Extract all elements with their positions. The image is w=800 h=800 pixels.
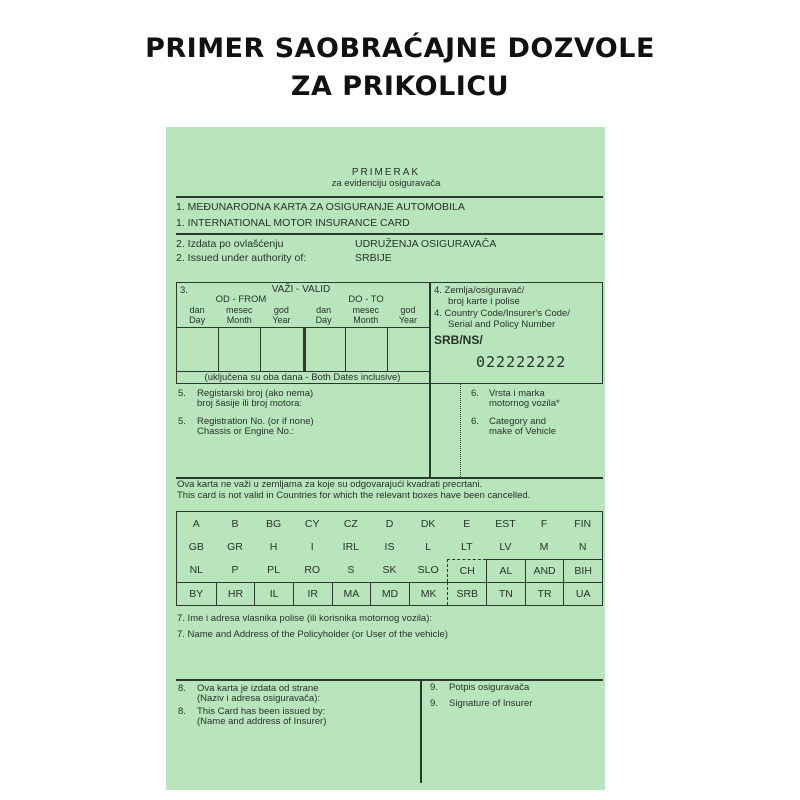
country-box-hr: HR	[216, 582, 255, 605]
from-year-field[interactable]	[260, 328, 302, 371]
country-box-gr: GR	[227, 540, 243, 553]
valid-to-label: DO - TO	[348, 294, 384, 305]
item9-serbian: Potpis osiguravača	[449, 682, 530, 693]
country-box-ir: IR	[293, 582, 332, 605]
divider	[176, 233, 603, 235]
country-box-irl: IRL	[342, 540, 360, 553]
country-box-est: EST	[495, 517, 516, 530]
col-en: Year	[272, 315, 291, 325]
country-box-lv: LV	[499, 540, 512, 553]
country-box-tn: TN	[486, 582, 525, 605]
to-year-field[interactable]	[387, 328, 429, 371]
item6-serbian-1: Vrsta i marka	[489, 388, 545, 399]
item8-number: 8.	[178, 706, 186, 717]
country-box-sk: SK	[382, 564, 397, 577]
item5-serbian-1: Registarski broj (ako nema)	[197, 388, 314, 399]
divider	[429, 384, 431, 477]
item9-number: 9.	[430, 698, 438, 709]
item2-english: 2. Issued under authority of:	[176, 252, 307, 264]
valid-from-label: OD - FROM	[215, 294, 267, 305]
country-box-bih: BIH	[563, 559, 602, 582]
validity-note-english: This card is not valid in Countries for which the relevant boxes have been cancelled.	[177, 490, 531, 501]
col-sr: god	[273, 305, 289, 315]
col-header	[387, 305, 429, 325]
country-box-d: D	[385, 517, 394, 530]
item8-english-1: This Card has been issued by:	[197, 706, 326, 717]
item8-serbian-2: (Naziv i adresa osiguravača):	[197, 693, 321, 704]
country-box-ro: RO	[304, 564, 321, 577]
item6-english-1: Category and	[489, 416, 547, 427]
item4-english-2: Serial and Policy Number	[448, 319, 556, 330]
date-column-headers	[176, 305, 429, 325]
item5-english-2: Chassis or Engine No.:	[197, 426, 295, 437]
country-box-is: IS	[384, 540, 395, 553]
page-heading-line1: PRIMER SAOBRAĆAJNE DOZVOLE	[145, 33, 655, 64]
item4-serbian-2: broj karte i polise	[448, 296, 520, 307]
item1-serbian: 1. MEĐUNARODNA KARTA ZA OSIGURANJE AUTOMOBILA	[176, 201, 465, 213]
item6-serbian-2: motornog vozila*	[489, 398, 560, 409]
divider	[420, 679, 422, 783]
divider-dotted	[460, 384, 461, 477]
to-day-field[interactable]	[303, 328, 345, 371]
country-box-and: AND	[525, 559, 564, 582]
col-sr: mesec	[352, 305, 379, 315]
col-en: Day	[315, 315, 332, 325]
col-en: Year	[398, 315, 417, 325]
country-box-il: IL	[254, 582, 293, 605]
country-box-cy: CY	[304, 517, 320, 530]
country-box-ua: UA	[563, 582, 602, 605]
country-box-dk: DK	[420, 517, 436, 530]
country-grid	[176, 511, 603, 606]
item7-serbian: 7. Ime i adresa vlasnika polise (ili korisnika motornog vozila):	[177, 613, 433, 624]
country-box-bg: BG	[266, 517, 282, 530]
item5-serbian-2: broj šasije ili broj motora:	[197, 398, 303, 409]
validity-title: VAŽI - VALID	[271, 284, 331, 295]
item4-serbian-1: 4. Zemlja/osiguravač/	[434, 285, 525, 296]
country-box-pl: PL	[267, 564, 280, 577]
country-box-i: I	[310, 540, 314, 553]
col-en: Month	[353, 315, 379, 325]
country-box-md: MD	[370, 582, 409, 605]
item3-number: 3.	[180, 285, 188, 296]
policy-prefix: SRB/NS/	[434, 333, 483, 347]
country-box-mk: MK	[409, 582, 448, 605]
item5-number: 5.	[178, 416, 186, 427]
col-sr: dan	[316, 305, 332, 315]
col-header	[218, 305, 260, 325]
insurance-card	[166, 127, 605, 790]
col-header	[303, 305, 345, 325]
col-sr: dan	[189, 305, 205, 315]
validity-note-serbian: Ova karta ne važi u zemljama za koje su odgovarajući kvadrati precrtani.	[177, 479, 483, 490]
item6-english-2: make of Vehicle	[489, 426, 557, 437]
col-sr: god	[400, 305, 416, 315]
item1-english: 1. INTERNATIONAL MOTOR INSURANCE CARD	[176, 217, 410, 229]
country-box-l: L	[425, 540, 432, 553]
country-box-f: F	[540, 517, 548, 530]
col-header	[345, 305, 387, 325]
country-box-nl: NL	[189, 564, 204, 577]
country-box-h: H	[269, 540, 278, 553]
country-box-n: N	[578, 540, 587, 553]
country-box-p: P	[231, 564, 239, 577]
country-box-al: AL	[486, 559, 525, 582]
country-box-lt: LT	[461, 540, 473, 553]
issuing-authority-line1: UDRUŽENJA OSIGURAVAČA	[355, 238, 497, 250]
divider	[429, 282, 431, 384]
from-month-field[interactable]	[218, 328, 260, 371]
country-box-slo: SLO	[417, 564, 439, 577]
country-box-m: M	[539, 540, 549, 553]
from-day-field[interactable]	[176, 328, 218, 371]
country-box-e: E	[463, 517, 471, 530]
country-box-srb: SRB	[447, 582, 486, 605]
to-month-field[interactable]	[345, 328, 387, 371]
col-header	[176, 305, 218, 325]
item9-number: 9.	[430, 682, 438, 693]
copy-label: PRIMERAK	[351, 167, 421, 178]
col-en: Day	[189, 315, 206, 325]
item9-english: Signature of Insurer	[449, 698, 533, 709]
country-box-cz: CZ	[343, 517, 358, 530]
item5-number: 5.	[178, 388, 186, 399]
date-fields	[176, 327, 429, 372]
item6-number: 6.	[471, 416, 479, 427]
divider	[176, 196, 603, 198]
country-box-s: S	[347, 564, 355, 577]
copy-sublabel: za evidenciju osiguravača	[331, 178, 441, 189]
item5-english-1: Registration No. (or if none)	[197, 416, 314, 427]
country-box-gb: GB	[188, 540, 204, 553]
item7-english: 7. Name and Address of the Policyholder (or User of the vehicle)	[177, 629, 448, 640]
item8-serbian-1: Ova karta je izdata od strane	[197, 683, 319, 694]
item4-english-1: 4. Country Code/Insurer's Code/	[434, 308, 570, 319]
divider	[176, 679, 603, 681]
item8-english-2: (Name and address of Insurer)	[197, 716, 327, 727]
country-box-ma: MA	[332, 582, 371, 605]
country-box-b: B	[231, 517, 239, 530]
col-en: Month	[226, 315, 252, 325]
item8-number: 8.	[178, 683, 186, 694]
col-header	[260, 305, 302, 325]
issuing-authority-line2: SRBIJE	[355, 252, 392, 264]
country-box-a: A	[192, 517, 200, 530]
country-box-ch: CH	[447, 559, 486, 582]
policy-number: 022222222	[476, 353, 567, 371]
dates-inclusive-note: (uključena su oba dana - Both Dates inclusive)	[204, 372, 401, 383]
country-box-fin: FIN	[574, 517, 592, 530]
page-heading-line2: ZA PRIKOLICU	[290, 71, 510, 102]
country-box-by: BY	[177, 582, 216, 605]
item6-number: 6.	[471, 388, 479, 399]
country-box-tr: TR	[525, 582, 564, 605]
item2-serbian: 2. Izdata po ovlašćenju	[176, 238, 284, 250]
col-sr: mesec	[225, 305, 253, 315]
